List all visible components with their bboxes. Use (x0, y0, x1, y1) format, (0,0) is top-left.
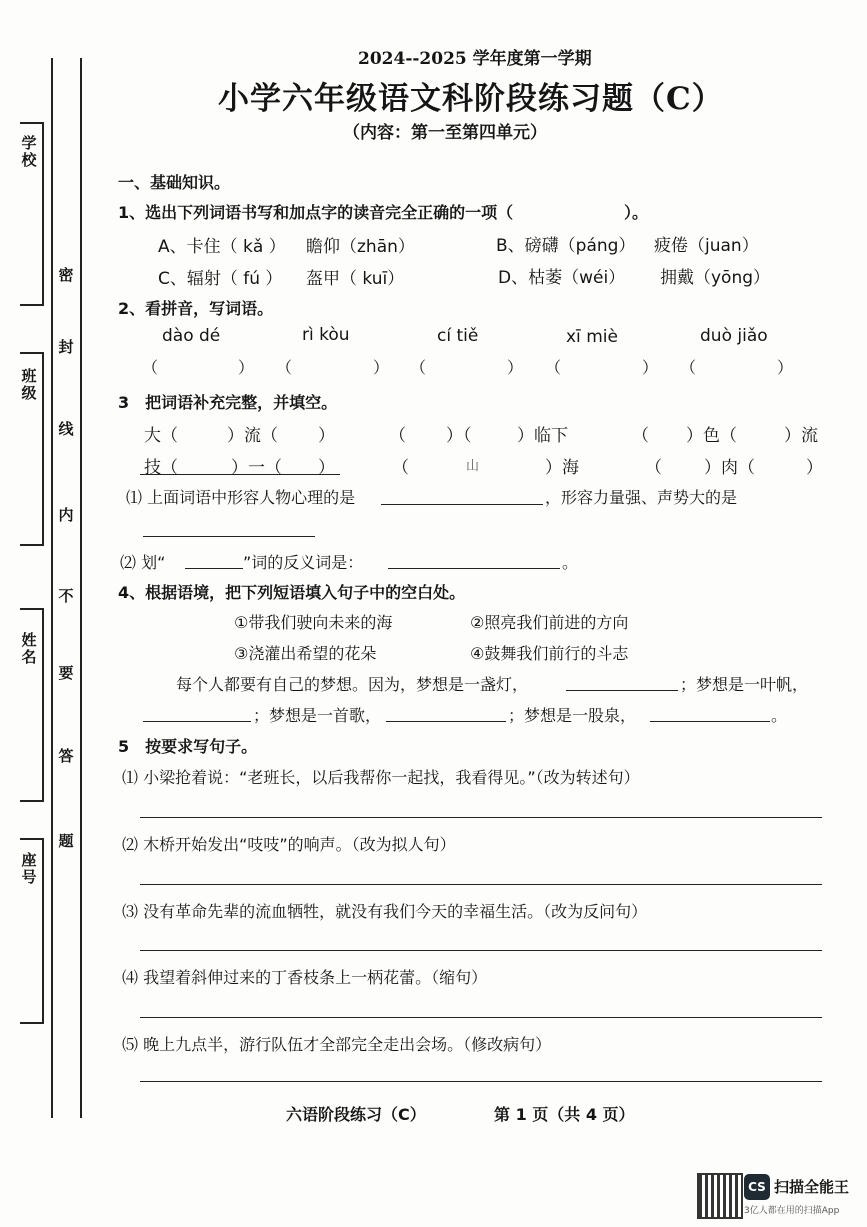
phrase-option: ②照亮我们前进的方向 (470, 613, 629, 632)
answer-bracket: （ (142, 358, 159, 377)
answer-bracket: （ (276, 358, 293, 377)
pinyin-item: duò jiǎo (700, 326, 768, 346)
idiom-part: ） (806, 458, 823, 478)
idiom-part: ）（ (446, 426, 472, 446)
blank-line[interactable] (386, 721, 506, 722)
name-field-label: 姓 名 (21, 631, 37, 666)
q1-option-a: A、卡住（ kǎ ） (158, 237, 286, 257)
seal-char: 不 (58, 587, 74, 605)
idiom-part: ）一（ (231, 458, 282, 478)
school-year: 2024--2025 学年度第一学期 (358, 49, 592, 69)
blank-line[interactable] (566, 690, 678, 691)
phrase-option: ③浇灌出希望的花朵 (234, 644, 377, 663)
q5-stem: 5 按要求写句子。 (118, 737, 258, 756)
qr-code-icon (697, 1173, 743, 1219)
answer-bracket: ） (238, 358, 255, 377)
footer-name: 六语阶段练习（C） (286, 1105, 426, 1124)
q4-paragraph: ；梦想是一股泉， (508, 706, 637, 725)
seal-char: 封 (58, 338, 74, 356)
q1-stem: 1、选出下列词语书写和加点字的读音完全正确的一项（ (118, 203, 514, 222)
q5-item: ⑶ 没有革命先辈的流血牺牲，就没有我们今天的幸福生活。（改为反问句） (122, 902, 648, 921)
q5-item: ⑴ 小梁抢着说：“老班长，以后我帮你一起找，我看得见。”（改为转述句） (122, 768, 640, 787)
q1-option-d: D、枯萎（wéi） (498, 268, 626, 288)
idiom-part: ）肉（ (704, 458, 755, 478)
phrase-option: ④鼓舞我们前行的斗志 (470, 644, 629, 663)
answer-line[interactable] (140, 950, 822, 951)
q2-stem: 2、看拼音，写词语。 (118, 299, 274, 318)
scanner-slogan: 3亿人都在用的扫描App (744, 1206, 840, 1216)
idiom-underline (140, 474, 340, 475)
seal-char: 答 (58, 747, 74, 765)
q5-item: ⑵ 木桥开始发出“吱吱”的响声。（改为拟人句） (122, 835, 456, 854)
section-heading: 一、基础知识。 (118, 173, 231, 192)
answer-line[interactable] (140, 1017, 822, 1018)
idiom-part: （ (392, 458, 409, 478)
q5-item: ⑷ 我望着斜伸过来的丁香枝条上一柄花蕾。（缩句） (122, 968, 488, 987)
seat-field-label: 座 号 (21, 851, 37, 886)
answer-line[interactable] (140, 1081, 822, 1082)
idiom-part: ） (318, 458, 335, 478)
q3-sub2-b: ”词的反义词是： (243, 553, 364, 572)
answer-bracket: ） (507, 358, 524, 377)
seal-char: 内 (58, 506, 74, 524)
answer-bracket: ） (642, 358, 659, 377)
idiom-part: （ (632, 426, 649, 446)
q1-stem-end: ）。 (624, 203, 649, 222)
answer-bracket: ） (777, 358, 794, 377)
blank-line[interactable] (381, 504, 543, 505)
q1-option-b-word2: 疲倦（juan） (654, 236, 759, 256)
binding-line-outer (51, 58, 53, 1118)
q3-sub1-b: ，形容力量强、声势大的是 (545, 488, 738, 507)
q1-option-c-word2: 盔甲（ kuī） (306, 269, 405, 289)
seal-char: 线 (58, 420, 74, 438)
idiom-part: ）流（ (227, 426, 278, 446)
answer-bracket: （ (545, 358, 562, 377)
pinyin-item: rì kòu (302, 325, 350, 345)
q1-option-d-word2: 拥戴（yōng） (660, 268, 771, 288)
q1-option-c: C、辐射（ fú ） (158, 269, 283, 289)
answer-bracket: （ (410, 358, 427, 377)
idiom-part: ）流 (784, 426, 818, 446)
answer-line[interactable] (140, 817, 822, 818)
page-title: 小学六年级语文科阶段练习题（C） (218, 81, 724, 117)
q3-sub2: ⑵ 划“ (120, 553, 166, 572)
idiom-part: （ (389, 426, 406, 446)
seal-char: 题 (58, 832, 74, 850)
q3-stem: 3 把词语补充完整，并填空。 (118, 393, 338, 412)
q4-paragraph: ；梦想是一首歌， (253, 706, 382, 725)
answer-line[interactable] (140, 884, 822, 885)
q3-sub1: ⑴ 上面词语中形容人物心理的是 (126, 488, 356, 507)
scope-subtitle: （内容：第一至第四单元） (343, 123, 547, 143)
phrase-option: ①带我们驶向未来的海 (234, 613, 393, 632)
idiom-part: （ (645, 458, 662, 478)
blank-line[interactable] (650, 721, 770, 722)
idiom-part: ） (318, 426, 335, 446)
q5-item: ⑸ 晚上九点半，游行队伍才全部完全走出会场。（修改病句） (122, 1035, 552, 1054)
class-field-label: 班 级 (21, 367, 37, 402)
idiom-part: 山 (466, 459, 480, 474)
seal-char: 要 (58, 664, 74, 682)
q4-stem: 4、根据语境，把下列短语填入句子中的空白处。 (118, 583, 466, 602)
pinyin-item: cí tiě (437, 326, 479, 346)
q3-sub2-end: 。 (562, 553, 579, 572)
q1-option-b: B、磅礴（páng） (496, 236, 636, 256)
seal-char: 密 (58, 266, 74, 284)
answer-bracket: ） (373, 358, 390, 377)
idiom-part: 大（ (144, 426, 178, 446)
blank-line[interactable] (185, 568, 243, 569)
binding-line-inner (80, 58, 82, 1118)
pinyin-item: xī miè (566, 327, 618, 347)
answer-bracket: （ (680, 358, 697, 377)
scanner-brand: 扫描全能王 (774, 1178, 850, 1196)
blank-line[interactable] (143, 536, 315, 537)
idiom-part: 技（ (144, 458, 178, 478)
idiom-part: ）海 (545, 458, 579, 478)
footer-page: 第 1 页（共 4 页） (494, 1105, 635, 1124)
q4-paragraph: 每个人都要有自己的梦想。因为，梦想是一盏灯， (176, 675, 529, 694)
idiom-part: ）临下 (517, 426, 568, 446)
q4-paragraph: 。 (771, 706, 788, 725)
idiom-part: ）色（ (686, 426, 737, 446)
blank-line[interactable] (388, 568, 560, 569)
pinyin-item: dào dé (162, 326, 221, 346)
q1-option-a-word2: 瞻仰（zhān） (306, 237, 415, 257)
school-field-label: 学 校 (21, 134, 37, 169)
q4-paragraph: ；梦想是一叶帆， (680, 675, 809, 694)
camscanner-logo-icon: CS (744, 1174, 770, 1200)
blank-line[interactable] (143, 721, 251, 722)
